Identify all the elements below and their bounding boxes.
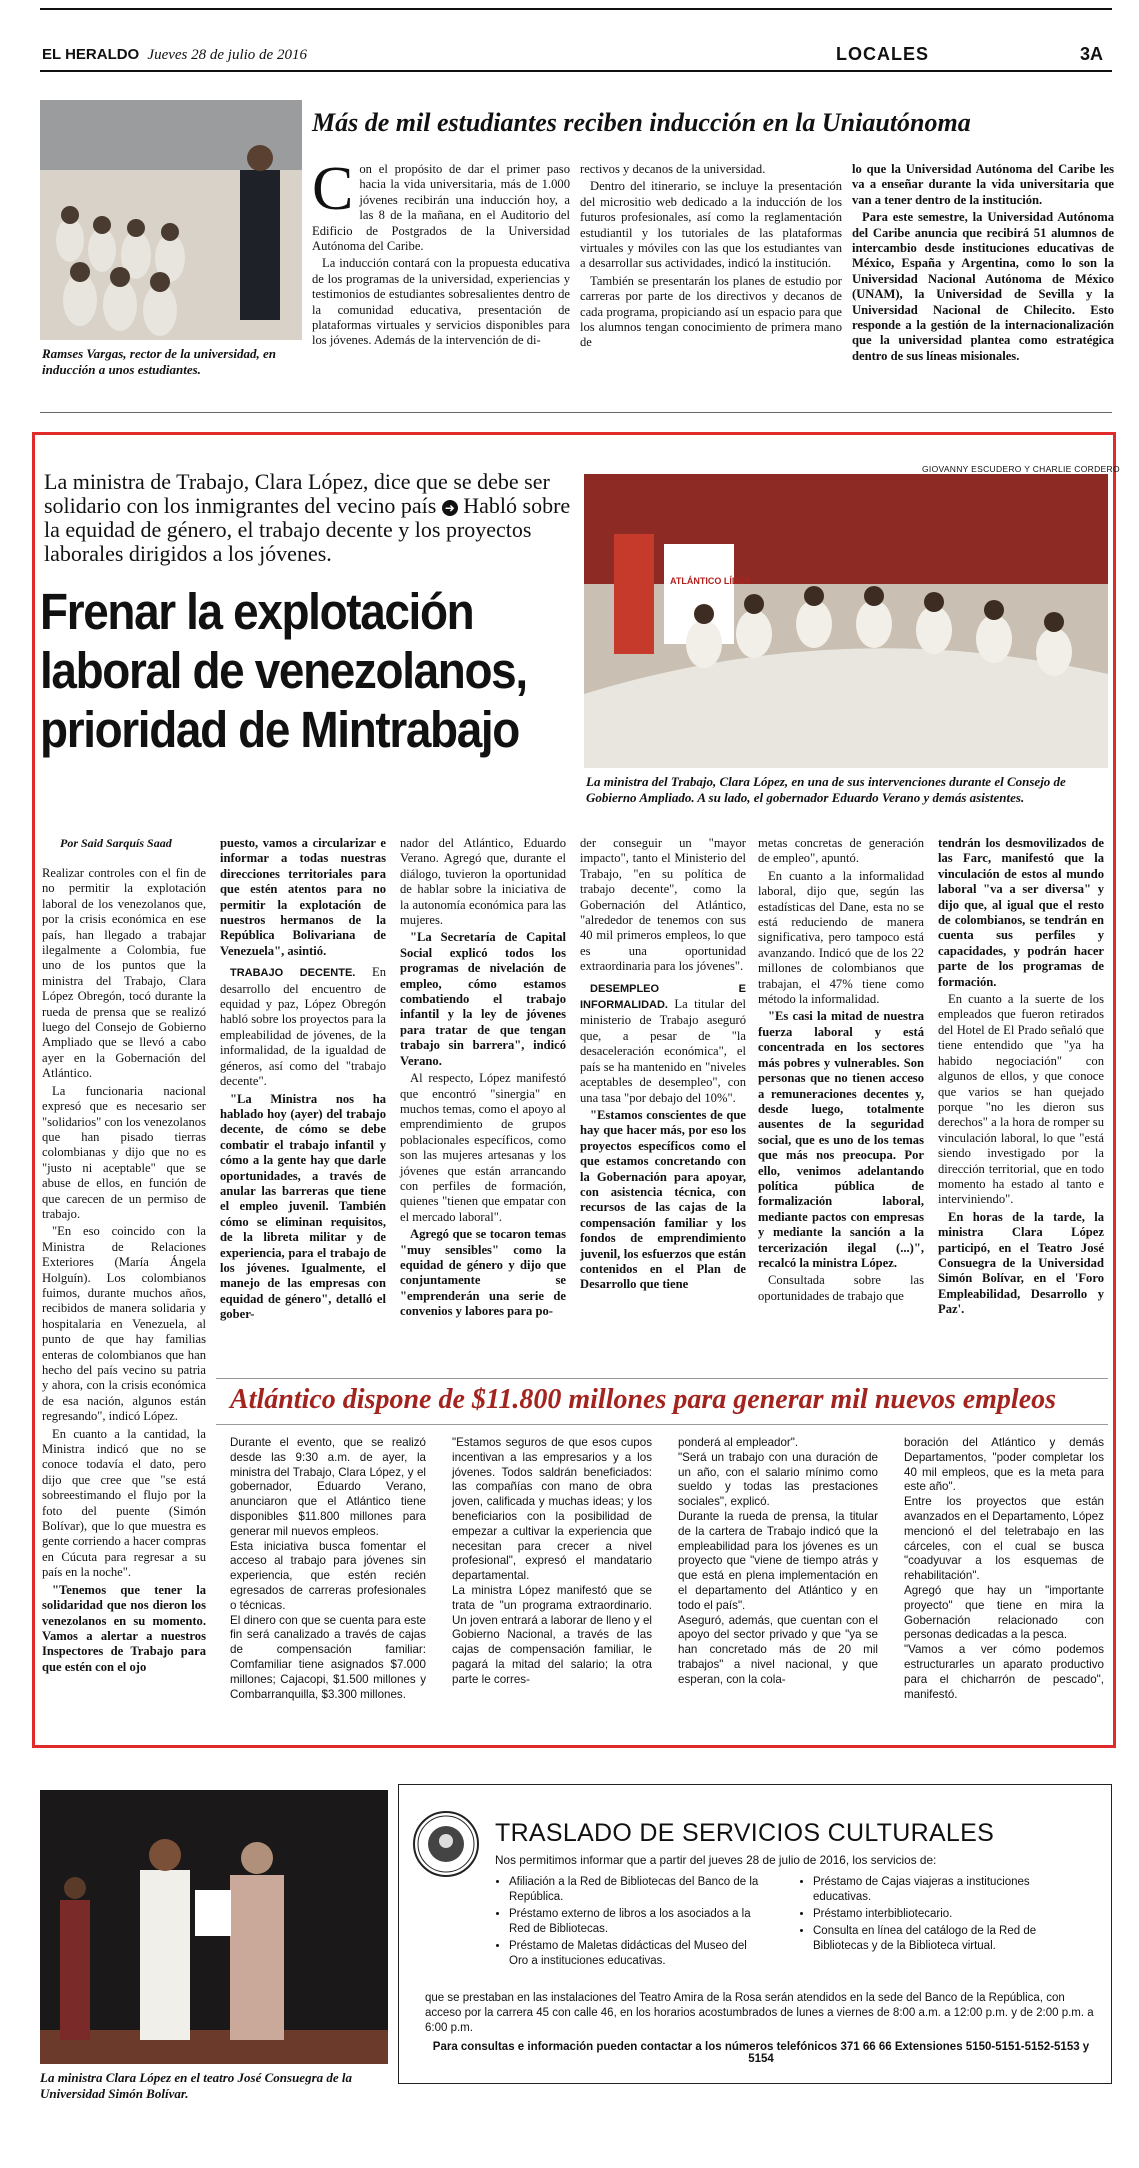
paragraph: "La Ministra nos ha hablado hoy (ayer) del trabajo decente, de cómo se debe combatir el trabajo infantil y cómo a la gente hay que darle oportunidades, a través de anular las barreras que tiene el empleo juvenil. También cómo se eliminan requisitos, de la libreta militar y de experiencia, para el trabajo de los jóvenes. Igualmente, el manejo de las empresas con equidad de género", detalló el gober- <box>220 1091 386 1322</box>
ad-intro: Nos permitimos informar que a partir del jueves 28 de julio de 2016, los servicios de: <box>495 1853 937 1867</box>
main-deck <box>44 470 576 566</box>
paragraph: "Es casi la mitad de nuestra fuerza laboral y está concentrada en los sectores más pobres y vulnerables. Son personas que no tienen acceso a remuneraciones decentes y, desde luego, totalmente ausentes de la seguridad social, que es uno de los temas que más nos preocupa. Por ello, venimos adelantando política pública de formalización laboral, mediante pactos con empresas y mediante la sanción a la tercerización ilegal (...)", recalcó la ministra López. <box>758 1009 924 1270</box>
paragraph: En cuanto a la cantidad, la Ministra indicó que no se conoce todavía el dato, pero dijo que cree que "se está sobreestimando el flujo por la foto del puente (Simón Bolívar), que lo que muestra es gente corriendo a hacer compras en Cúcuta para regresar a su país en la noche". <box>42 1426 206 1580</box>
issue-date: Jueves 28 de julio de 2016 <box>147 47 307 63</box>
paragraph: La titular del ministerio de Trabajo aseguró que, a pesar de "la desaceleración económica", el país se ha mantenido en "niveles aceptables de desempleo", con una tasa "por debajo del 10%". <box>580 997 746 1105</box>
paragraph: Entre los proyectos que están avanzados en el Departamento, López mencionó el del teletrabajo en las cárceles, con el cual se busca "coadyuvar a los esquemas de rehabilitación". <box>904 1495 1104 1583</box>
bottom-photo <box>40 1790 388 2064</box>
drop-cap: C <box>312 155 354 223</box>
paragraph: on el propósito de dar el primer paso hacia la vida universitaria, más de 1.000 jóvenes recibirán una inducción hoy, a las 8 de la mañana, en el Auditorio del Edificio de Postgrados de la Universidad Autónoma del Caribe. <box>312 162 570 254</box>
bottom-photo-caption: La ministra Clara López en el teatro José Consuegra de la Universidad Simón Bolívar. <box>40 2070 353 2101</box>
paragraph: En desarrollo del encuentro de equidad y paz, López Obregón habló sobre los proyectos para la empleabilidad de jóvenes, de la informalidad, de la igualdad de géneros, así como del "trabajo decente". <box>220 965 386 1089</box>
main-col-5 <box>758 836 924 1306</box>
top-story-col2 <box>580 162 842 353</box>
banner-text: ATLÁNTICO LÍDER <box>670 576 751 586</box>
banco-ad <box>398 1784 1112 2084</box>
subhead-trabajo-decente: TRABAJO DECENTE. <box>230 967 356 980</box>
masthead <box>42 46 307 64</box>
subhead-desempleo: DESEMPLEO E INFORMALIDAD. <box>580 982 746 1012</box>
main-col-4 <box>580 836 746 1295</box>
section-name: LOCALES <box>836 44 930 64</box>
section-divider <box>40 412 1112 413</box>
paragraph: En cuanto a la informalidad laboral, dijo que, según las estadísticas del Dane, esta no se está reduciendo de manera significativa, pero tampoco está avanzando. Indicó que de los 22 millones de colombianos que trabajan, el 47% tiene como método la informalidad. <box>758 868 924 1007</box>
paragraph: "En eso coincido con la Ministra de Relaciones Exteriores (María Ángela Holguín). Los colombianos fuimos, durante muchos años, recibidos de manera solidaria y hospitalaria en Venezuela, al punto de que hay familias enteras de colombianos que han hecho del país vecino su patria y ahora, con la crisis económica de esa nación, algunos están regresando", indicó López. <box>42 1224 206 1424</box>
paragraph: rectivos y decanos de la universidad. <box>580 162 766 176</box>
top-photo-caption: Ramses Vargas, rector de la universidad, en inducción a unos estudiantes. <box>42 346 277 377</box>
paragraph: También se presentarán los planes de estudio por carreras por parte de los directivos y decanos de cada programa, propiciando así un espacio para que los alumnos tengan conocimiento de primera mano de <box>580 273 842 350</box>
auditorium-image <box>40 100 302 340</box>
sidebar-col-3 <box>678 1436 878 1688</box>
paragraph: Agregó que hay un "importante proyecto" que tiene en mira la Gobernación relacionado con personas dedicadas a la pesca. <box>904 1583 1104 1642</box>
main-col-3 <box>400 836 566 1322</box>
paragraph: der conseguir un "mayor impacto", tanto el Ministerio del Trabajo, "en su política de trabajo decente", como la Gobernación del Atlántico, "alrededor de tenemos con sus 40 mil primeros empleos, lo que es una oportunidad extraordinaria para los jóvenes". <box>580 836 746 974</box>
ad-body: que se prestaban en las instalaciones del Teatro Amira de la Rosa serán atendidos en la sede del Banco de la República, con acceso por la carrera 45 con calle 46, en los horarios acostumbrados de lunes a viernes de 8:00 a.m. a 12:00 p.m. y de 2:00 p.m. a 6:00 p.m. <box>425 1992 1094 2034</box>
paragraph: Durante la rueda de prensa, la titular de la cartera de Trabajo indicó que la empleabilidad para los jóvenes es un proyecto que "viene de tiempo atrás y que está en plena implementación en el departamento del Atlántico y en todo el país". <box>678 1509 878 1612</box>
paragraph: La inducción contará con la propuesta educativa de los programas de la universidad, experiencias y testimonios de estudiantes sobresalientes dentro de la comunidad educativa, presentación de plataformas virtuales y servicios disponibles para los jóvenes. Además de la intervención de di- <box>312 256 570 348</box>
header-rule <box>40 70 1112 72</box>
paragraph: "Será un trabajo con una duración de un año, con el salario mínimo como sueldo y todas las prestaciones sociales", explicó. <box>678 1450 878 1509</box>
ad-services-right <box>799 1875 1053 1956</box>
deck-line-2: Habló sobre la equidad de género, el trabajo decente y los proyectos laborales dirigidos a los jóvenes. <box>44 493 571 566</box>
meeting-image <box>584 474 1108 768</box>
photo-credit: GIOVANNY ESCUDERO Y CHARLIE CORDERO <box>922 464 1120 474</box>
list-item: • Préstamo de Cajas viajeras a instituciones educativas. <box>813 1875 1053 1905</box>
main-col-1 <box>42 866 206 1677</box>
paragraph: "Tenemos que tener la solidaridad que nos dieron los venezolanos en su momento. Vamos a alertar a nuestros Inspectores de Trabajo para que estén con el ojo <box>42 1582 206 1674</box>
list-item: • Consulta en línea del catálogo de la Red de Bibliotecas y de la Biblioteca virtual. <box>813 1924 1053 1954</box>
paragraph: metas concretas de generación de empleo", apuntó. <box>758 836 924 866</box>
main-story-photo <box>584 474 1108 768</box>
list-item: • Préstamo interbibliotecario. <box>813 1907 1053 1922</box>
sidebar-col-2 <box>452 1436 652 1688</box>
ad-contact: Para consultas e información pueden contactar a los números telefónicos 371 66 66 Extensiones 5150-5151-5152-5153 y 5154 <box>432 2041 1090 2065</box>
ad-services-left <box>495 1875 765 1971</box>
paragraph: En horas de la tarde, la ministra Clara López participó, en el Teatro José Consuegra de la Universidad Simón Bolívar, en el 'Foro Empleabilidad, Desarrollo y Paz'. <box>938 1209 1104 1317</box>
paragraph: lo que la Universidad Autónoma del Caribe les va a enseñar durante la vida universitaria que van a tener dentro de la institución. <box>852 162 1114 207</box>
banco-seal-icon <box>413 1811 479 1877</box>
paragraph: Consultada sobre las oportunidades de trabajo que <box>758 1273 924 1303</box>
paragraph: Agregó que se tocaron temas "muy sensibles" como la equidad de género y dijo que conjuntamente se "emprenderán una serie de convenios y labores para po- <box>400 1227 566 1319</box>
paragraph: Esta iniciativa busca fomentar el acceso al trabajo para jóvenes sin experiencia, que estén recién egresados de carreras profesionales o técnicas. <box>230 1539 426 1612</box>
top-story-photo <box>40 100 302 340</box>
main-headline: Frenar la explotación laboral de venezolanos, prioridad de Mintrabajo <box>40 583 527 758</box>
top-rule <box>40 8 1112 10</box>
top-story-col3 <box>852 162 1114 366</box>
paragraph: La funcionaria nacional expresó que es necesario ser "solidarios" con los venezolanos que han pisado tierras colombianas y dijo que no es "justo ni aceptable" que se abuse de ellos, en función de que carecen de un permiso de trabajo. <box>42 1083 206 1221</box>
list-item: • Préstamo externo de libros a los asociados a la Red de Bibliotecas. <box>509 1907 765 1937</box>
deck-line: La ministra de Trabajo, Clara López, dice que se debe ser solidario con los inmigrantes del vecino país <box>44 469 550 518</box>
sidebar-rule <box>216 1424 1108 1425</box>
main-col-2 <box>220 836 386 1325</box>
arrow-circle-icon: ➜ <box>442 500 458 516</box>
main-col-6 <box>938 836 1104 1320</box>
paragraph: puesto, vamos a circularizar e informar a todas nuestras direcciones territoriales para que estén atentos para no permitir la explotación de nuestros hermanos de la República Bolivariana de Venezuela", asintió. <box>220 836 386 958</box>
paragraph: "Estamos conscientes de que hay que hacer más, por eso los proyectos específicos como el que estamos concretando con la Gobernación para apoyar, con asistencia técnica, con recursos de las cajas de la compensación familiar y los fondos de emprendimiento juvenil, los esfuerzos que están contenidos en el Plan de Desarrollo que tiene <box>580 1107 746 1292</box>
top-story-col1 <box>312 155 570 351</box>
paragraph: En cuanto a la suerte de los empleados que fueron retirados del Hotel de El Prado señaló que tiene entendido que "ya ha habido negociación" con algunos de ellos, y que conoce que varios se han quejado porque "no les dieron sus derechos" a la hora de romper su vinculación laboral, lo que "está siendo investigado por la dirección territorial, que en todo momento ha estado al tanto e interviniendo". <box>938 992 1104 1207</box>
paragraph: Durante el evento, que se realizó desde las 9:30 a.m. de ayer, la ministra del Trabajo, Clara López, y el gobernador, Eduardo Verano, anunciaron que el Atlántico tiene disponibles $11.800 millones para generar mil nuevos empleos. <box>230 1436 426 1538</box>
top-story-headline: Más de mil estudiantes reciben inducción en la Uniautónoma <box>312 108 971 137</box>
sidebar-headline: Atlántico dispone de $11.800 millones para generar mil nuevos empleos <box>230 1384 1057 1415</box>
main-photo-caption: La ministra del Trabajo, Clara López, en una de sus intervenciones durante el Consejo de Gobierno Ampliado. A su lado, el gobernador Eduardo Verano y demás asistentes. <box>586 774 1066 805</box>
list-item: • Préstamo de Maletas didácticas del Museo del Oro a instituciones educativas. <box>509 1939 765 1969</box>
stage-image <box>40 1790 388 2064</box>
paragraph: nador del Atlántico, Eduardo Verano. Agregó que, durante el diálogo, tuvieron la oportunidad de hablar sobre la iniciativa de la autonomía económica para las mujeres. <box>400 836 566 928</box>
paragraph: ponderá al empleador". <box>678 1436 799 1449</box>
paragraph: "Estamos seguros de que esos cupos incentivan a las empresarios y a los jóvenes. Todos saldrán beneficiados: las compañías con mano de obra joven, calificada y muchas ideas; y los beneficiarios con la posibilidad de empezar a cultivar la experiencia que necesitan para crecer a nivel profesional", expresó el mandatario departamental. <box>452 1436 652 1583</box>
paragraph: La ministra López manifestó que se trata de "un programa extraordinario. Un joven entrará a laborar de lleno y el Gobierno Nacional, a través de las cajas de compensación familiar, le pagará la mitad del salario; la otra parte le corres- <box>452 1583 652 1686</box>
paragraph: boración del Atlántico y demás Departamentos, "poder completar los 40 mil empleos, que es la meta para este año". <box>904 1436 1104 1494</box>
byline: Por Said Sarquís Saad <box>60 836 172 850</box>
paragraph: Realizar controles con el fin de no permitir la explotación laboral de los venezolanos que, por la crisis económica en ese país, han llegado a trabajar ilegalmente a Colombia, fue uno de los puntos que la ministra del Trabajo, Clara López Obregón, tocó durante la rueda de prensa que se realizó luego del Consejo de Gobierno Ampliado que se llevó a cabo ayer en la Gobernación del Atlántico. <box>42 866 206 1081</box>
paragraph: Al respecto, López manifestó que encontró "sinergia" en muchos temas, como el apoyo al emprendimiento de grupos poblacionales específicos, como son las mujeres artesanas y los jóvenes que están arrancando con perfiles de formación, quienes "tienen que empatar con el mercado laboral". <box>400 1071 566 1224</box>
sidebar-top-rule <box>216 1378 1108 1379</box>
paragraph: "La Secretaría de Capital Social explicó todos los programas de nivelación de empleo, cómo estamos combatiendo el trabajo infantil y la ley de jóvenes para tratar de que tengan trabajo sin barrera", indicó Verano. <box>400 930 566 1068</box>
paragraph: El dinero con que se cuenta para este fin será canalizado a través de cajas de compensación familiar: Comfamiliar tiene asignados $7.000 millones; Cajacopi, $1.500 millones y Combarranquilla, $3.300 millones. <box>230 1613 426 1701</box>
paragraph: Dentro del itinerario, se incluye la presentación del micrositio web dedicado a la inducción de los futuros profesionales, así como la reglamentación estudiantil y los tutoriales de las plataformas virtuales y móviles con las que los estudiantes van a desarrollar sus actividades, indicó la institución. <box>580 179 842 271</box>
paragraph: "Vamos a ver cómo podemos estructurarles un aparato productivo para el chicharrón de pescado", manifestó. <box>904 1643 1104 1701</box>
sidebar-col-4 <box>904 1436 1104 1702</box>
paper-name: EL HERALDO <box>42 46 140 63</box>
seal-image <box>415 1813 477 1875</box>
paragraph: Para este semestre, la Universidad Autónoma del Caribe anuncia que recibirá 51 alumnos de intercambio desde instituciones educativas de México, España y Argentina, como lo son la Universidad Nacional Autónoma de México (UNAM), la Universidad de Sevilla y la Universidad Nacional de Chilecito. Esto responde a la gestión de la internacionalización que la universidad plantea como estratégica dentro de sus líneas misionales. <box>852 210 1114 363</box>
paragraph: Aseguró, además, que cuentan con el apoyo del sector privado y que "ya se han concretado más de 20 mil trabajos" a nivel nacional, y que esperan, con la cola- <box>678 1613 878 1686</box>
ad-title: TRASLADO DE SERVICIOS CULTURALES <box>495 1819 995 1847</box>
sidebar-col-1 <box>230 1436 426 1702</box>
page-number: 3A <box>1080 44 1104 64</box>
paragraph: tendrán los desmovilizados de las Farc, manifestó que la vinculación de estos al mundo laboral "va a ser diversa" y dijo que, al igual que el resto de colombianos, se tendrán en cuenta sus perfiles y capacidades, y podrán hacer parte de los programas de formación. <box>938 836 1104 989</box>
list-item: • Afiliación a la Red de Bibliotecas del Banco de la República. <box>509 1875 765 1905</box>
